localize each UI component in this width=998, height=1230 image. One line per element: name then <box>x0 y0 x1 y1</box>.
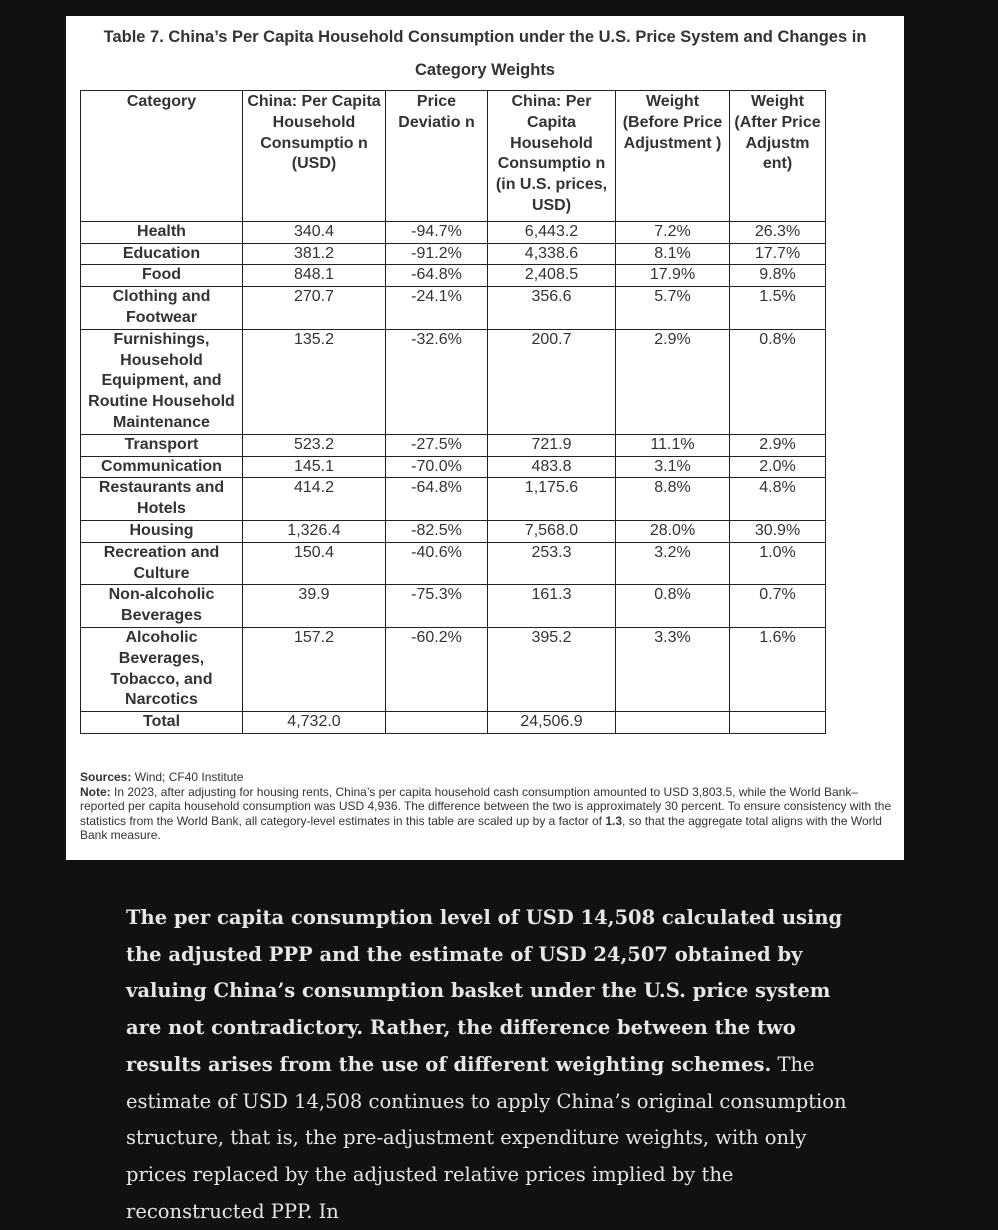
header-category: Category <box>81 91 243 222</box>
cell-category: Non-alcoholic Beverages <box>81 585 243 628</box>
cell-weight-before: 11.1% <box>616 434 730 456</box>
cell-weight-before: 7.2% <box>616 221 730 243</box>
table-document <box>66 16 904 860</box>
cell-consumption: 157.2 <box>243 627 386 711</box>
cell-deviation: -64.8% <box>386 478 488 521</box>
cell-weight-before: 2.9% <box>616 329 730 434</box>
cell-weight-after: 2.9% <box>730 434 826 456</box>
cell-weight-after: 17.7% <box>730 243 826 265</box>
table-title <box>66 16 904 87</box>
cell-weight-before: 5.7% <box>616 287 730 330</box>
note-paragraph <box>80 785 900 843</box>
cell-weight-before: 3.2% <box>616 542 730 585</box>
cell-consumption: 523.2 <box>243 434 386 456</box>
cell-category: Transport <box>81 434 243 456</box>
cell-category: Health <box>81 221 243 243</box>
consumption-table <box>80 90 826 734</box>
cell-weight-before: 8.1% <box>616 243 730 265</box>
cell-category: Housing <box>81 520 243 542</box>
cell-category: Furnishings, Household Equipment, and Routine Household Maintenance <box>81 329 243 434</box>
cell-deviation <box>386 712 488 734</box>
cell-weight-before <box>616 712 730 734</box>
table-row <box>81 265 826 287</box>
cell-category: Clothing and Footwear <box>81 287 243 330</box>
table-row <box>81 712 826 734</box>
cell-weight-after: 30.9% <box>730 520 826 542</box>
cell-deviation: -60.2% <box>386 627 488 711</box>
cell-weight-after: 1.6% <box>730 627 826 711</box>
note-label: Note: <box>80 784 111 799</box>
table-row <box>81 287 826 330</box>
cell-category: Alcoholic Beverages, Tobacco, and Narcotics <box>81 627 243 711</box>
sources-text: Wind; CF40 Institute <box>134 770 244 784</box>
table-row <box>81 585 826 628</box>
cell-consumption: 150.4 <box>243 542 386 585</box>
table-row <box>81 329 826 434</box>
article-normal-text: The estimate of USD 14,508 continues to apply China’s original consumption structure, that is, the pre-adjustment expenditure weights, with only prices replaced by the adjusted relative prices implied by the reconstructed PPP. In <box>126 1052 847 1223</box>
table-title-line-2: Category Weights <box>415 61 555 79</box>
table-row <box>81 221 826 243</box>
cell-category: Food <box>81 265 243 287</box>
cell-us-prices: 24,506.9 <box>488 712 616 734</box>
cell-weight-after <box>730 712 826 734</box>
cell-us-prices: 6,443.2 <box>488 221 616 243</box>
cell-weight-before: 3.3% <box>616 627 730 711</box>
header-price-deviation: Price Deviatio n <box>386 91 488 222</box>
cell-deviation: -91.2% <box>386 243 488 265</box>
cell-weight-after: 1.0% <box>730 542 826 585</box>
cell-weight-after: 9.8% <box>730 265 826 287</box>
article-bold-text: The per capita consumption level of USD 14,508 calculated using the adjusted PPP and the estimate of USD 24,507 obtained by valuing China’s consumption basket under the U.S. price system are not contradictory. Rather, the difference between the two results arises from the use of different weighting schemes. <box>126 906 843 1076</box>
cell-deviation: -27.5% <box>386 434 488 456</box>
cell-weight-after: 0.7% <box>730 585 826 628</box>
table-row <box>81 627 826 711</box>
cell-deviation: -64.8% <box>386 265 488 287</box>
cell-weight-before: 8.8% <box>616 478 730 521</box>
cell-weight-after: 0.8% <box>730 329 826 434</box>
cell-deviation: -94.7% <box>386 221 488 243</box>
cell-deviation: -75.3% <box>386 585 488 628</box>
sources-line <box>80 770 900 785</box>
cell-us-prices: 1,175.6 <box>488 478 616 521</box>
sources-label: Sources: <box>80 770 132 784</box>
cell-category: Restaurants and Hotels <box>81 478 243 521</box>
cell-category: Education <box>81 243 243 265</box>
cell-consumption: 4,732.0 <box>243 712 386 734</box>
table-notes <box>80 770 900 843</box>
cell-weight-before: 17.9% <box>616 265 730 287</box>
cell-consumption: 145.1 <box>243 456 386 478</box>
cell-weight-after: 1.5% <box>730 287 826 330</box>
article-paragraph <box>126 900 866 1230</box>
cell-weight-after: 26.3% <box>730 221 826 243</box>
header-weight-before: Weight (Before Price Adjustment ) <box>616 91 730 222</box>
cell-us-prices: 7,568.0 <box>488 520 616 542</box>
table-header-row <box>81 91 826 222</box>
header-consumption: China: Per Capita Household Consumptio n (USD) <box>243 91 386 222</box>
table-row <box>81 542 826 585</box>
cell-us-prices: 4,338.6 <box>488 243 616 265</box>
cell-category: Recreation and Culture <box>81 542 243 585</box>
header-us-prices: China: Per Capita Household Consumptio n (in U.S. prices, USD) <box>488 91 616 222</box>
cell-us-prices: 721.9 <box>488 434 616 456</box>
cell-us-prices: 395.2 <box>488 627 616 711</box>
note-text-b: , so that the aggregate total aligns with the World Bank measure. <box>80 813 882 843</box>
table-title-line-1: Table 7. China’s Per Capita Household Consumption under the U.S. Price System and Changes in <box>103 28 867 46</box>
cell-consumption: 270.7 <box>243 287 386 330</box>
cell-weight-after: 4.8% <box>730 478 826 521</box>
cell-deviation: -70.0% <box>386 456 488 478</box>
table-row <box>81 520 826 542</box>
cell-weight-before: 0.8% <box>616 585 730 628</box>
cell-deviation: -82.5% <box>386 520 488 542</box>
cell-weight-before: 28.0% <box>616 520 730 542</box>
cell-consumption: 340.4 <box>243 221 386 243</box>
header-weight-after: Weight (After Price Adjustm ent) <box>730 91 826 222</box>
cell-consumption: 135.2 <box>243 329 386 434</box>
cell-us-prices: 2,408.5 <box>488 265 616 287</box>
cell-consumption: 1,326.4 <box>243 520 386 542</box>
cell-deviation: -32.6% <box>386 329 488 434</box>
cell-us-prices: 200.7 <box>488 329 616 434</box>
note-factor: 1.3 <box>605 813 623 828</box>
table-row <box>81 434 826 456</box>
cell-consumption: 381.2 <box>243 243 386 265</box>
note-text-a: In 2023, after adjusting for housing rents, China’s per capita household cash consumption amounted to USD 3,803.5, while the World Bank–reported per capita household consumption was USD 4,936. The difference between the two is approximately 30 percent. To ensure consistency with the statistics from the World Bank, all category-level estimates in this table are scaled up by a factor of <box>80 784 892 828</box>
table-row <box>81 243 826 265</box>
cell-weight-before: 3.1% <box>616 456 730 478</box>
cell-consumption: 848.1 <box>243 265 386 287</box>
cell-category: Communication <box>81 456 243 478</box>
cell-deviation: -24.1% <box>386 287 488 330</box>
cell-deviation: -40.6% <box>386 542 488 585</box>
cell-weight-after: 2.0% <box>730 456 826 478</box>
table-row <box>81 456 826 478</box>
cell-category: Total <box>81 712 243 734</box>
cell-consumption: 39.9 <box>243 585 386 628</box>
cell-consumption: 414.2 <box>243 478 386 521</box>
table-row <box>81 478 826 521</box>
cell-us-prices: 161.3 <box>488 585 616 628</box>
cell-us-prices: 253.3 <box>488 542 616 585</box>
cell-us-prices: 483.8 <box>488 456 616 478</box>
cell-us-prices: 356.6 <box>488 287 616 330</box>
